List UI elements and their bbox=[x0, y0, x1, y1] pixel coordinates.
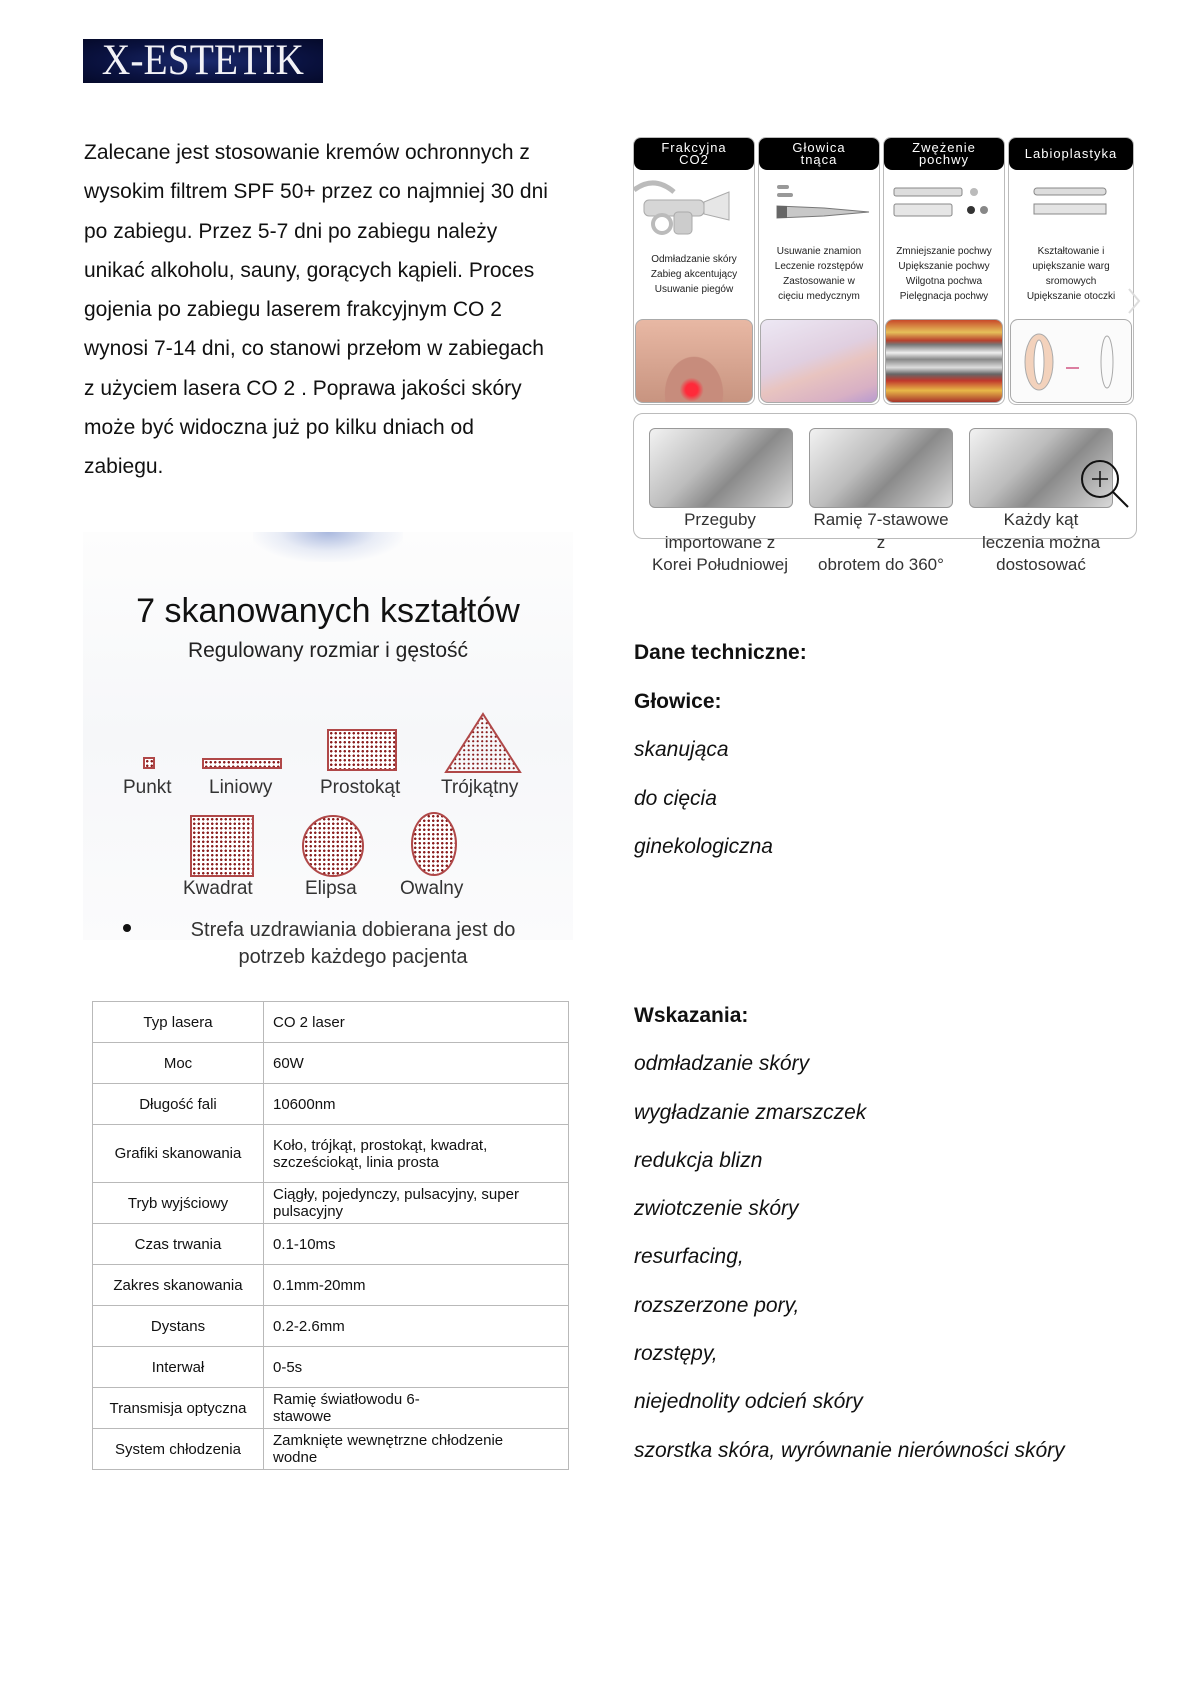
shape-triangle-icon bbox=[444, 712, 522, 774]
table-row bbox=[93, 1388, 569, 1429]
desc-line: Zmniejszanie pochwy bbox=[896, 246, 992, 257]
magnifier-icon bbox=[1080, 459, 1130, 509]
brand-logo bbox=[83, 39, 323, 83]
shape-rectangle-icon bbox=[327, 729, 397, 771]
fractional-handpiece-image bbox=[634, 170, 754, 240]
shape-label: Owalny bbox=[400, 878, 464, 899]
head-type-item: ginekologiczna bbox=[634, 835, 773, 858]
shape-label: Prostokąt bbox=[320, 777, 401, 798]
spec-value: 0.2-2.6mm bbox=[264, 1306, 569, 1347]
technical-data-section bbox=[634, 636, 807, 879]
indication-item: niejednolity odcień skóry bbox=[634, 1390, 863, 1414]
indication-item: rozstępy, bbox=[634, 1342, 718, 1366]
card-description bbox=[759, 240, 879, 308]
shape-label: Kwadrat bbox=[183, 878, 253, 899]
shape-label: Liniowy bbox=[209, 777, 273, 798]
caption-line: dostosować bbox=[996, 555, 1086, 574]
indication-item: rozszerzone pory, bbox=[634, 1293, 800, 1317]
spec-key: Moc bbox=[93, 1043, 264, 1084]
indication-item: odmładzanie skóry bbox=[634, 1052, 810, 1076]
cutting-handpiece-image bbox=[759, 170, 879, 240]
spec-value: CO 2 laser bbox=[264, 1002, 569, 1043]
labioplasty-diagram bbox=[1010, 319, 1132, 403]
laser-cutting-photo bbox=[760, 319, 878, 403]
arm-segment-image bbox=[809, 428, 953, 508]
paragraph-line: unikać alkoholu, sauny, gorących kąpieli. Proces bbox=[84, 258, 535, 282]
table-row bbox=[93, 1043, 569, 1084]
card-title bbox=[634, 138, 754, 170]
spec-table bbox=[92, 1001, 569, 1470]
table-row bbox=[93, 1265, 569, 1306]
shape-ellipse-icon bbox=[302, 815, 364, 877]
desc-line: Upiększanie pochwy bbox=[898, 261, 990, 272]
table-row bbox=[93, 1347, 569, 1388]
desc-line: Zastosowanie w bbox=[783, 276, 855, 287]
desc-line: cięciu medycznym bbox=[778, 291, 860, 302]
aftercare-paragraph bbox=[84, 133, 584, 487]
brand-logo-text: X-ESTETIK bbox=[101, 37, 305, 84]
caption-line: z bbox=[876, 532, 886, 552]
paragraph-line: z użyciem lasera CO 2 . Poprawa jakości skóry bbox=[84, 376, 522, 400]
card-title-line: CO2 bbox=[679, 152, 709, 167]
vaginal-tissue-photo bbox=[885, 319, 1003, 403]
handpiece-card-vaginal bbox=[883, 137, 1005, 405]
indication-item: redukcja blizn bbox=[634, 1148, 763, 1172]
table-row bbox=[93, 1429, 569, 1470]
paragraph-line: wynosi 7-14 dni, co stanowi przełom w zabiegach bbox=[84, 337, 544, 361]
desc-line: Odmładzanie skóry bbox=[651, 253, 737, 265]
handpiece-card-cutting bbox=[758, 137, 880, 405]
spec-value: Koło, trójkąt, prostokąt, kwadrat, szcześciokąt, linia prosta bbox=[264, 1125, 569, 1183]
shape-point-icon bbox=[143, 757, 155, 769]
card-title-line: Frakcyjna bbox=[661, 140, 727, 155]
shape-label: Elipsa bbox=[305, 878, 357, 899]
card-title-line: Głowica bbox=[792, 140, 846, 155]
caption-line: Każdy kąt bbox=[1003, 510, 1079, 529]
caption-line: Przeguby bbox=[684, 510, 756, 529]
spec-value: 0.1-10ms bbox=[264, 1224, 569, 1265]
indication-item: resurfacing, bbox=[634, 1245, 744, 1269]
spec-value: Ramię światłowodu 6-stawowe bbox=[264, 1388, 569, 1429]
caption-line: leczenia można bbox=[981, 532, 1101, 552]
card-description bbox=[1009, 240, 1133, 308]
spec-value: 0.1mm-20mm bbox=[264, 1265, 569, 1306]
desc-line: Usuwanie znamion bbox=[776, 246, 862, 257]
desc-line: Pielęgnacja pochwy bbox=[899, 291, 989, 302]
scan-title: 7 skanowanych kształtów bbox=[136, 592, 520, 630]
handpieces-panel bbox=[633, 137, 1137, 405]
indications-section bbox=[634, 999, 1065, 1482]
caption-line: obrotem do 360° bbox=[818, 555, 944, 574]
adjustable-angle-image bbox=[969, 428, 1113, 508]
arm-caption-angle bbox=[956, 509, 1126, 577]
vaginal-probe-image bbox=[884, 170, 1004, 240]
spec-value: 0-5s bbox=[264, 1347, 569, 1388]
spec-key: Typ lasera bbox=[93, 1002, 264, 1043]
spec-key: Zakres skanowania bbox=[93, 1265, 264, 1306]
scan-shapes-panel bbox=[83, 532, 573, 968]
card-description bbox=[884, 240, 1004, 308]
indication-item: zwiotczenie skóry bbox=[634, 1197, 799, 1221]
table-row bbox=[93, 1084, 569, 1125]
spec-key: Transmisja optyczna bbox=[93, 1388, 264, 1429]
head-type-item: skanująca bbox=[634, 738, 729, 761]
spec-key: Grafiki skanowania bbox=[93, 1125, 264, 1183]
decorative-glow bbox=[253, 532, 403, 562]
skin-treatment-photo bbox=[635, 319, 753, 403]
spec-value: 10600nm bbox=[264, 1084, 569, 1125]
card-title-line: pochwy bbox=[918, 152, 970, 167]
table-row bbox=[93, 1002, 569, 1043]
caption-line: Ramię 7-stawowe bbox=[813, 510, 949, 529]
desc-line: Leczenie rozstępów bbox=[774, 261, 864, 272]
paragraph-line: gojenia po zabiegu laserem frakcyjnym CO 2 bbox=[84, 298, 502, 322]
card-title bbox=[1009, 138, 1133, 170]
caption-line: importowane z bbox=[664, 532, 776, 552]
shape-line-icon bbox=[202, 758, 282, 769]
table-row bbox=[93, 1125, 569, 1183]
table-row bbox=[93, 1306, 569, 1347]
table-row bbox=[93, 1183, 569, 1224]
shape-label: Punkt bbox=[123, 777, 172, 798]
desc-line: Upiększanie otoczki bbox=[1026, 291, 1116, 302]
indication-item: szorstka skóra, wyrównanie nierówności skóry bbox=[634, 1438, 1065, 1462]
heads-subheading: Głowice: bbox=[634, 689, 722, 713]
spec-value: 60W bbox=[264, 1043, 569, 1084]
arm-caption-joints bbox=[635, 509, 805, 577]
desc-line: Usuwanie piegów bbox=[654, 283, 734, 295]
card-title-line: Zwężenie bbox=[912, 140, 976, 155]
note-line: potrzeb każdego pacjenta bbox=[238, 946, 468, 968]
paragraph-line: zabiegu. bbox=[84, 455, 164, 479]
bullet-icon bbox=[123, 924, 131, 932]
scan-note bbox=[143, 917, 563, 971]
table-row bbox=[93, 1224, 569, 1265]
card-title bbox=[884, 138, 1004, 170]
paragraph-line: może być widoczna już po kilku dniach od bbox=[84, 416, 474, 440]
spec-key: Tryb wyjściowy bbox=[93, 1183, 264, 1224]
card-description bbox=[634, 240, 754, 308]
technical-heading: Dane techniczne: bbox=[634, 641, 807, 664]
spec-key: Długość fali bbox=[93, 1084, 264, 1125]
paragraph-line: wysokim filtrem SPF 50+ przez co najmniej 30 dni bbox=[84, 180, 548, 204]
handpiece-card-fractional bbox=[633, 137, 755, 405]
spec-key: Czas trwania bbox=[93, 1224, 264, 1265]
card-title bbox=[759, 138, 879, 170]
spec-key: Dystans bbox=[93, 1306, 264, 1347]
shape-oval-icon bbox=[411, 812, 457, 876]
desc-line: Wilgotna pochwa bbox=[905, 276, 983, 287]
desc-line: Kształtowanie i bbox=[1037, 246, 1105, 257]
note-line: Strefa uzdrawiania dobierana jest do bbox=[190, 919, 516, 941]
labia-probe-image bbox=[1009, 170, 1133, 240]
scan-subtitle: Regulowany rozmiar i gęstość bbox=[187, 639, 469, 662]
spec-value: Zamknięte wewnętrzne chłodzenie wodne bbox=[264, 1429, 569, 1470]
indication-item: wygładzanie zmarszczek bbox=[634, 1100, 867, 1124]
shape-label: Trójkątny bbox=[441, 777, 519, 798]
card-title-line: Labioplastyka bbox=[1024, 146, 1118, 161]
spec-key: Interwał bbox=[93, 1347, 264, 1388]
arm-features-panel bbox=[633, 413, 1137, 574]
desc-line: sromowych bbox=[1045, 276, 1097, 287]
spec-value: Ciągły, pojedynczy, pulsacyjny, super pulsacyjny bbox=[264, 1183, 569, 1224]
paragraph-line: po zabiegu. Przez 5-7 dni po zabiegu należy bbox=[84, 219, 498, 243]
desc-line: upiększanie warg bbox=[1032, 261, 1110, 272]
desc-line: Zabieg akcentujący bbox=[650, 268, 738, 280]
arm-caption-rotation bbox=[796, 509, 966, 577]
head-type-item: do cięcia bbox=[634, 786, 717, 810]
joint-closeup-image bbox=[649, 428, 793, 508]
paragraph-line: Zalecane jest stosowanie kremów ochronnych z bbox=[84, 141, 530, 164]
caption-line: Korei Południowej bbox=[651, 555, 789, 574]
chevron-right-icon[interactable] bbox=[1127, 287, 1141, 315]
spec-key: System chłodzenia bbox=[93, 1429, 264, 1470]
indications-heading: Wskazania: bbox=[634, 1004, 749, 1027]
card-title-line: tnąca bbox=[800, 152, 838, 167]
shape-square-icon bbox=[190, 815, 254, 877]
handpiece-card-labioplasty bbox=[1008, 137, 1134, 405]
